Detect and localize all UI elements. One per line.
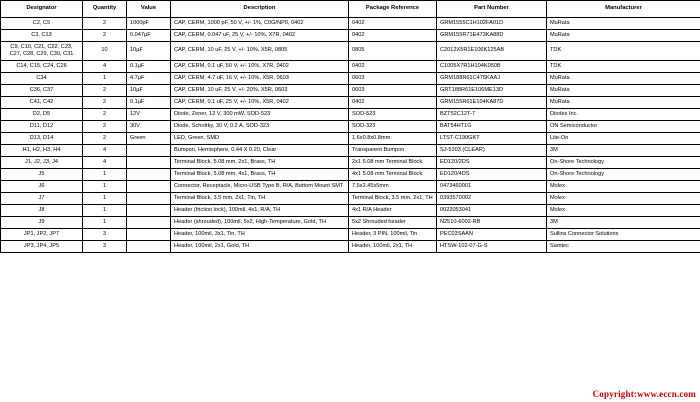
cell-package: 4x1 R/A Header [349,204,437,216]
cell-manufacturer: Molex [547,192,700,204]
cell-description: CAP, CERM, 0.1 uF, 50 V, +/- 10%, X7R, 0402 [171,60,349,72]
cell-designator: JP1, JP2, JP7 [1,228,83,240]
cell-manufacturer: MuRata [547,72,700,84]
cell-value: 12V [127,108,171,120]
cell-quantity: 1 [83,72,127,84]
table-row [1,228,700,240]
cell-designator: C41, C42 [1,96,83,108]
cell-manufacturer: Sullins Connector Solutions [547,228,700,240]
cell-package: 0402 [349,29,437,41]
cell-description: Diode, Zener, 12 V, 300 mW, SOD-523 [171,108,349,120]
cell-quantity: 2 [83,120,127,132]
cell-part-number: LTST-C190GKT [437,132,547,144]
cell-quantity: 1 [83,216,127,228]
table-row [1,41,700,60]
cell-manufacturer: TDK [547,60,700,72]
cell-quantity: 2 [83,96,127,108]
cell-part-number: ED120/4DS [437,168,547,180]
cell-part-number: HTSW-102-07-G-S [437,240,547,252]
cell-package: 7.5x2.45x5mm [349,180,437,192]
cell-value [127,192,171,204]
cell-package: 0402 [349,18,437,30]
cell-description: LED, Green, SMD [171,132,349,144]
cell-value [127,228,171,240]
cell-part-number: GRM155R71E473KA88D [437,29,547,41]
cell-quantity: 1 [83,204,127,216]
cell-value: Green [127,132,171,144]
cell-designator: D13, D14 [1,132,83,144]
cell-package: 0402 [349,96,437,108]
cell-description: Bumpon, Hemisphere, 0.44 X 0.20, Clear [171,144,349,156]
table-body [1,18,700,253]
cell-description: CAP, CERM, 0.047 uF, 25 V, +/- 10%, X7R, 0402 [171,29,349,41]
column-header-package-reference: Package Reference [349,1,437,18]
table-header-row [1,1,700,18]
table-row [1,132,700,144]
cell-value: 10µF [127,84,171,96]
copyright-watermark: Copyright:www.eccn.com [592,389,696,399]
cell-description: Terminal Block, 3.5 mm, 2x1, Tin, TH [171,192,349,204]
cell-quantity: 10 [83,41,127,60]
cell-designator: D2, D5 [1,108,83,120]
cell-quantity: 2 [83,108,127,120]
cell-designator: C2, C5 [1,18,83,30]
table-row [1,180,700,192]
cell-part-number: PEC03SAAN [437,228,547,240]
cell-description: Header, 100mil, 2x1, Gold, TH [171,240,349,252]
cell-value: 1000pF [127,18,171,30]
cell-value [127,168,171,180]
column-header-part-number: Part Number [437,1,547,18]
cell-designator: H1, H2, H3, H4 [1,144,83,156]
cell-part-number: GRM1555C1H102FA01D [437,18,547,30]
cell-quantity: 2 [83,132,127,144]
table-row [1,156,700,168]
cell-part-number: N2510-6002-RB [437,216,547,228]
cell-package: Terminal Block, 3.5 mm, 2x1, TH [349,192,437,204]
cell-value: 0.1µF [127,96,171,108]
table-row [1,108,700,120]
cell-manufacturer: Lite-On [547,132,700,144]
cell-description: Terminal Block, 5.08 mm, 2x1, Brass, TH [171,156,349,168]
cell-value: 0.1µF [127,60,171,72]
cell-designator: C9, C10, C21, C22, C23, C27, C28, C29, C30, C31 [1,41,83,60]
cell-designator: J6 [1,180,83,192]
cell-package: SOD-323 [349,120,437,132]
cell-description: Diode, Schottky, 30 V, 0.2 A, SOD-323 [171,120,349,132]
cell-quantity: 2 [83,29,127,41]
cell-part-number: GRM188R61C475KAAJ [437,72,547,84]
cell-description: CAP, CERM, 1000 pF, 50 V, +/- 1%, C0G/NP0, 0402 [171,18,349,30]
cell-package: 0402 [349,60,437,72]
cell-manufacturer: Diodes Inc. [547,108,700,120]
table-row [1,204,700,216]
cell-package: SOD-523 [349,108,437,120]
cell-description: Terminal Block, 5.08 mm, 4x1, Brass, TH [171,168,349,180]
cell-part-number: BAT54HT1G [437,120,547,132]
cell-part-number: ED120/2DS [437,156,547,168]
cell-designator: J5 [1,168,83,180]
cell-manufacturer: MuRata [547,29,700,41]
cell-description: CAP, CERM, 0.1 uF, 25 V, +/- 10%, X5R, 0402 [171,96,349,108]
cell-quantity: 4 [83,60,127,72]
cell-manufacturer: TDK [547,41,700,60]
cell-designator: J7 [1,192,83,204]
cell-value: 4.7µF [127,72,171,84]
table-row [1,192,700,204]
cell-manufacturer: Samtec [547,240,700,252]
cell-package: 0805 [349,41,437,60]
cell-package: Header, 100mil, 2x1, TH [349,240,437,252]
cell-manufacturer: MuRata [547,96,700,108]
cell-manufacturer: On-Shore Technology [547,168,700,180]
table-row [1,84,700,96]
cell-quantity: 1 [83,168,127,180]
cell-manufacturer: On-Shore Technology [547,156,700,168]
cell-designator: J8 [1,204,83,216]
column-header-description: Description [171,1,349,18]
cell-manufacturer: MuRata [547,84,700,96]
cell-package: 1.6x0.8x0.8mm [349,132,437,144]
cell-quantity: 1 [83,180,127,192]
cell-value [127,204,171,216]
cell-designator: J1, J2, J3, J4 [1,156,83,168]
cell-part-number: C1005X7R1H104K050B [437,60,547,72]
cell-part-number: GRM155R61E104KA87D [437,96,547,108]
cell-package: Header, 3 PIN, 100mil, Tin [349,228,437,240]
cell-part-number: BZT52C12T-7 [437,108,547,120]
cell-manufacturer: 3M [547,216,700,228]
cell-description: Header, 100mil, 3x1, Tin, TH [171,228,349,240]
cell-package: Transparent Bumpon [349,144,437,156]
column-header-quantity: Quantity [83,1,127,18]
cell-value [127,144,171,156]
cell-manufacturer: Molex [547,204,700,216]
table-row [1,120,700,132]
cell-description: CAP, CERM, 10 uF, 25 V, +/- 20%, X5R, 0603 [171,84,349,96]
cell-part-number: GRT188R61E106ME13D [437,84,547,96]
cell-value: 0.047µF [127,29,171,41]
cell-designator: JP3, JP4, JP5 [1,240,83,252]
cell-part-number: 0022053041 [437,204,547,216]
table-row [1,216,700,228]
table-row [1,240,700,252]
cell-description: CAP, CERM, 4.7 uF, 16 V, +/- 10%, X5R, 0603 [171,72,349,84]
cell-quantity: 2 [83,18,127,30]
cell-quantity: 1 [83,192,127,204]
cell-manufacturer: Molex [547,180,700,192]
cell-package: 0603 [349,84,437,96]
table-row [1,60,700,72]
column-header-manufacturer: Manufacturer [547,1,700,18]
cell-designator: C3, C13 [1,29,83,41]
cell-package: 2x1 5.08 mm Terminal Block [349,156,437,168]
cell-quantity: 4 [83,144,127,156]
column-header-value: Value [127,1,171,18]
cell-package: 5x2 Shrouded header [349,216,437,228]
cell-package: 0603 [349,72,437,84]
column-header-designator: Designator [1,1,83,18]
table-row [1,144,700,156]
cell-manufacturer: MuRata [547,18,700,30]
cell-description: CAP, CERM, 10 uF, 25 V, +/- 10%, X5R, 0805 [171,41,349,60]
cell-quantity: 2 [83,84,127,96]
cell-manufacturer: 3M [547,144,700,156]
cell-value [127,156,171,168]
cell-value [127,216,171,228]
cell-description: Connector, Receptacle, Micro-USB Type B, R/A, Bottom Mount SMT [171,180,349,192]
cell-value: 30V [127,120,171,132]
cell-designator: C34 [1,72,83,84]
cell-value: 10µF [127,41,171,60]
cell-designator: D11, D12 [1,120,83,132]
cell-value [127,180,171,192]
cell-designator: J9 [1,216,83,228]
table-row [1,18,700,30]
table-row [1,168,700,180]
table-row [1,29,700,41]
cell-manufacturer: ON Semiconductor [547,120,700,132]
cell-description: Header (friction lock), 100mil, 4x1, R/A, TH [171,204,349,216]
cell-quantity: 3 [83,240,127,252]
cell-part-number: C2012X5R1E106K125AB [437,41,547,60]
cell-part-number: 0473460001 [437,180,547,192]
cell-value [127,240,171,252]
cell-designator: C36, C37 [1,84,83,96]
cell-quantity: 4 [83,156,127,168]
cell-description: Header (shrouded), 100mil, 5x2, High-Temperature, Gold, TH [171,216,349,228]
table-row [1,72,700,84]
table-row [1,96,700,108]
cell-designator: C14, C15, C24, C26 [1,60,83,72]
cell-part-number: SJ-5303 (CLEAR) [437,144,547,156]
cell-quantity: 3 [83,228,127,240]
cell-part-number: 0393570002 [437,192,547,204]
cell-package: 4x1 5.08 mm Terminal Block [349,168,437,180]
